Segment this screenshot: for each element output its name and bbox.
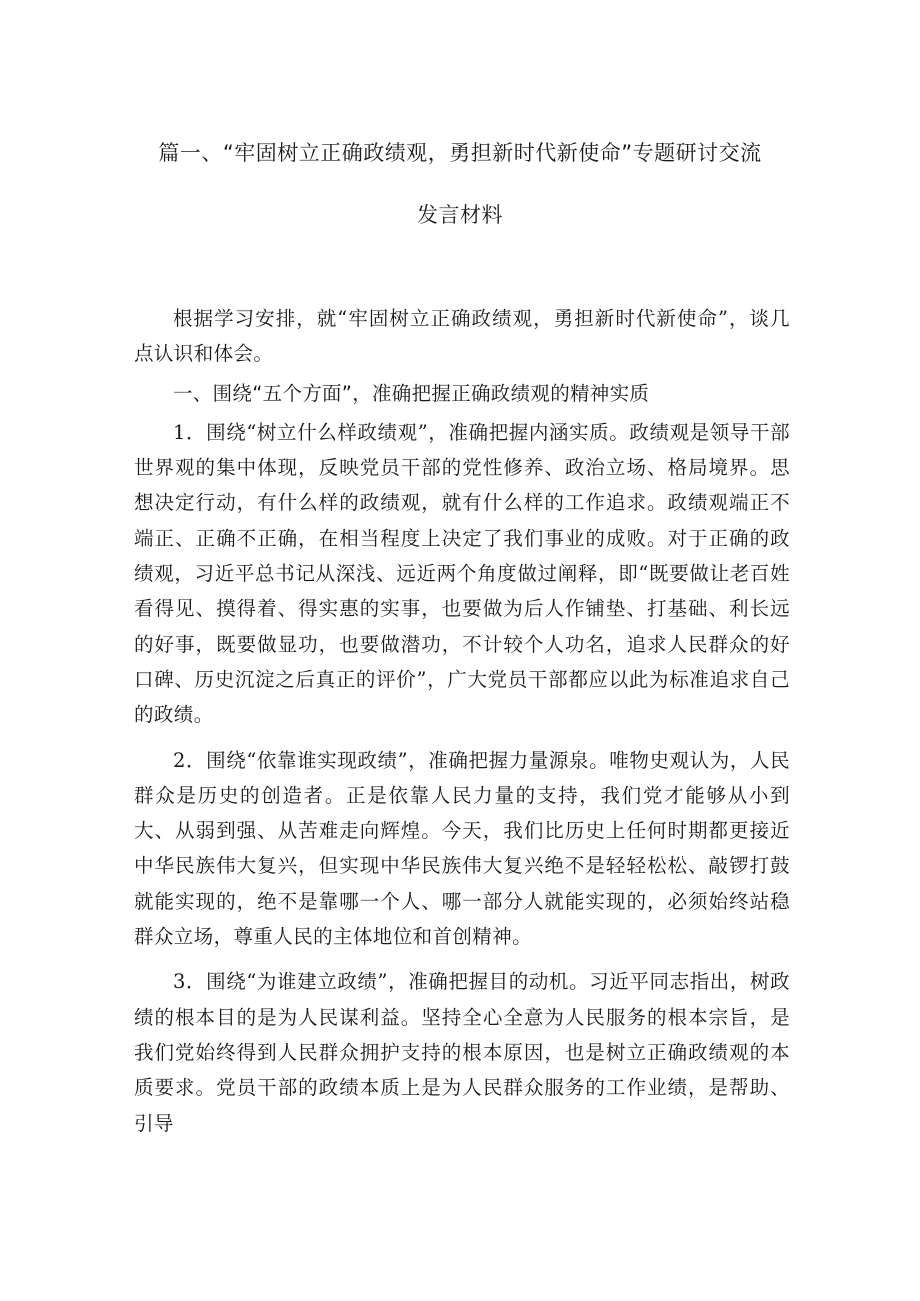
document-title-line-2: 发言材料 xyxy=(417,203,503,227)
document-title-line-1: 篇一、“牢固树立正确政绩观，勇担新时代新使命”专题研讨交流 xyxy=(158,141,762,165)
paragraph-1: 1．围绕“树立什么样政绩观”，准确把握内涵实质。政绩观是领导干部世界观的集中体现，反映党员干部的党性修养、政治立场、格局境界。思想决定行动，有什么样的政绩观，就有什么样的工作追求。政绩观端正不端正、正确不正确，在相当程度上决定了我们事业的成败。对于正确的政绩观，习近平总书记从深浅、远近两个角度做过阐释，即“既要做让老百姓看得见、摸得着、得实惠的实事，也要做为后人作铺垫、打基础、利长远的好事，既要做显功，也要做潜功，不计较个人功名，追求人民群众的好口碑、历史沉淀之后真正的评价”，广大党员干部都应以此为标准追求自己的政绩。 xyxy=(134,420,790,727)
paragraph-2: 2．围绕“依靠谁实现政绩”，准确把握力量源泉。唯物史观认为，人民群众是历史的创造者。正是依靠人民力量的支持，我们党才能够从小到大、从弱到强、从苦难走向辉煌。今天，我们比历史上任何时期都更接近中华民族伟大复兴，但实现中华民族伟大复兴绝不是轻轻松松、敲锣打鼓就能实现的，绝不是靠哪一个人、哪一部分人就能实现的，必须始终站稳群众立场，尊重人民的主体地位和首创精神。 xyxy=(134,748,790,949)
document-body xyxy=(134,301,790,1141)
section-heading: 一、围绕“五个方面”，准确把握正确政绩观的精神实质 xyxy=(173,381,650,405)
intro-paragraph: 根据学习安排，就“牢固树立正确政绩观，勇担新时代新使命”，谈几点认识和体会。 xyxy=(134,307,790,366)
paragraph-3: 3．围绕“为谁建立政绩”，准确把握目的动机。习近平同志指出，树政绩的根本目的是为人民谋利益。坚持全心全意为人民服务的根本宗旨，是我们党始终得到人民群众拥护支持的根本原因，也是树立正确政绩观的本质要求。党员干部的政绩本质上是为人民群众服务的工作业绩，是帮助、引导 xyxy=(134,970,790,1135)
